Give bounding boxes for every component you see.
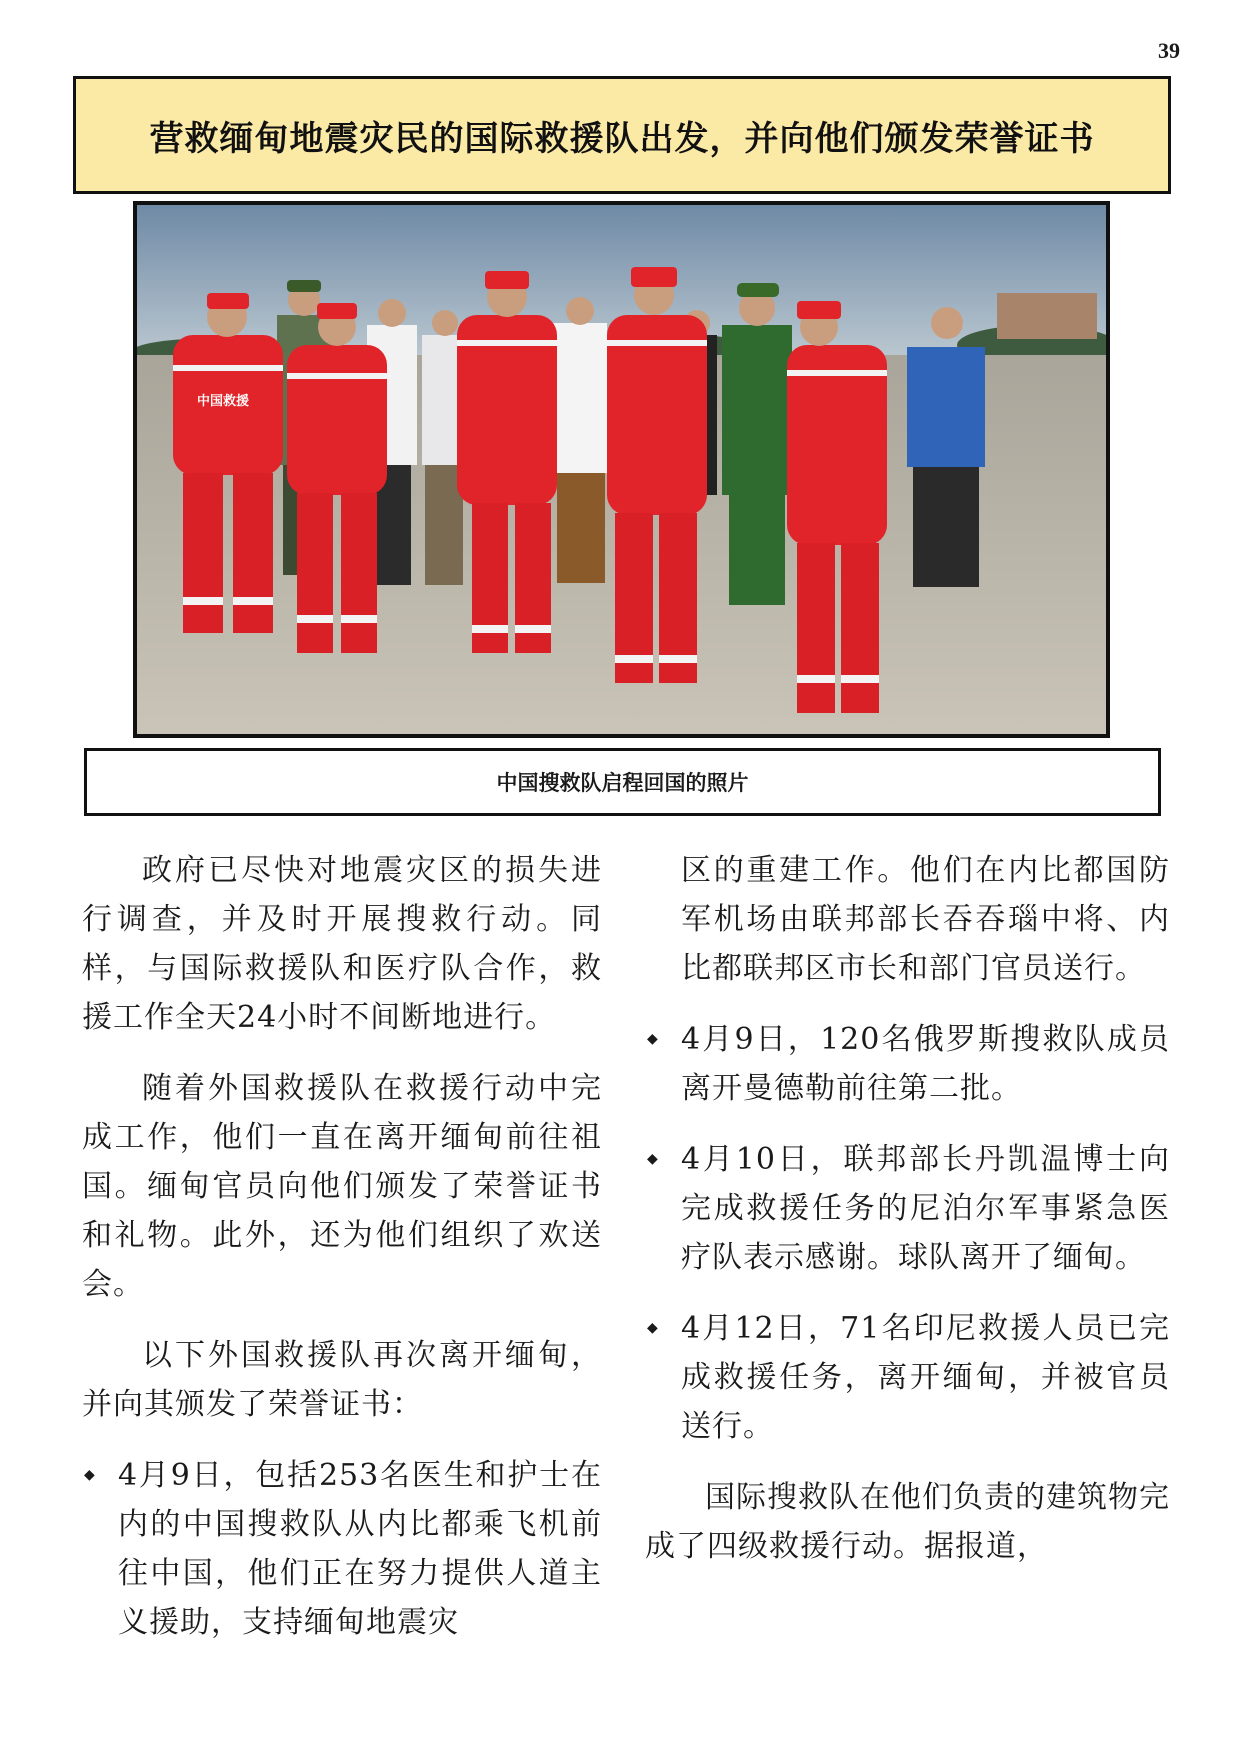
- photo-caption: 中国搜救队启程回国的照片: [496, 771, 749, 795]
- title-banner: [73, 76, 1171, 194]
- paragraph: 随着外国救援队在救援行动中完成工作，他们一直在离开缅甸前往祖国。缅甸官员向他们颁发了荣誉证书和礼物。此外，还为他们组织了欢送会。: [82, 1071, 602, 1302]
- list-item-text: 4月9日，120名俄罗斯搜救队成员离开曼德勒前往第二批。: [681, 1022, 1170, 1106]
- bullet-icon: ◆: [647, 1151, 659, 1167]
- jacket-text: 中国救援: [197, 394, 250, 409]
- page-title: 营救缅甸地震灾民的国际救援队出发，并向他们颁发荣誉证书: [149, 118, 1095, 159]
- paragraph: 国际搜救队在他们负责的建筑物完成了四级救援行动。据报道，: [645, 1480, 1170, 1564]
- bullet-icon: ◆: [647, 1031, 659, 1047]
- page-number: 39: [1158, 38, 1180, 63]
- list-item: [645, 1304, 1170, 1451]
- right-column: [645, 846, 1170, 1593]
- paragraph: 以下外国救援队再次离开缅甸，并向其颁发了荣誉证书：: [82, 1338, 602, 1422]
- terminal-building: [997, 293, 1097, 339]
- list-item-text: 4月10日，联邦部长丹凯温博士向完成救援任务的尼泊尔军事紧急医疗队表示感谢。球队离开了缅甸。: [681, 1142, 1170, 1275]
- list-item-text: 4月9日，包括253名医生和护士在内的中国搜救队从内比都乘飞机前往中国，他们正在努力提供人道主义援助，支持缅甸地震灾: [118, 1458, 602, 1640]
- rescue-team-photo: [137, 205, 1106, 734]
- list-item-continuation: [645, 846, 1170, 993]
- left-column: [82, 846, 602, 1669]
- photo-frame: [133, 201, 1110, 738]
- photo-caption-box: [84, 748, 1161, 816]
- list-item-text: 4月12日，71名印尼救援人员已完成救援任务，离开缅甸，并被官员送行。: [681, 1311, 1170, 1444]
- list-item: [82, 1451, 602, 1647]
- list-item-text: 区的重建工作。他们在内比都国防军机场由联邦部长吞吞瑙中将、内比都联邦区市长和部门官员送行。: [681, 853, 1170, 986]
- list-item: [645, 1135, 1170, 1282]
- bullet-icon: ◆: [84, 1467, 96, 1483]
- paragraph: 政府已尽快对地震灾区的损失进行调查，并及时开展搜救行动。同样，与国际救援队和医疗队合作，救援工作全天24小时不间断地进行。: [82, 853, 602, 1035]
- military-officer: [722, 283, 792, 605]
- rescue-member-3: [457, 271, 557, 653]
- bullet-icon: ◆: [647, 1320, 659, 1336]
- list-item: [645, 1015, 1170, 1113]
